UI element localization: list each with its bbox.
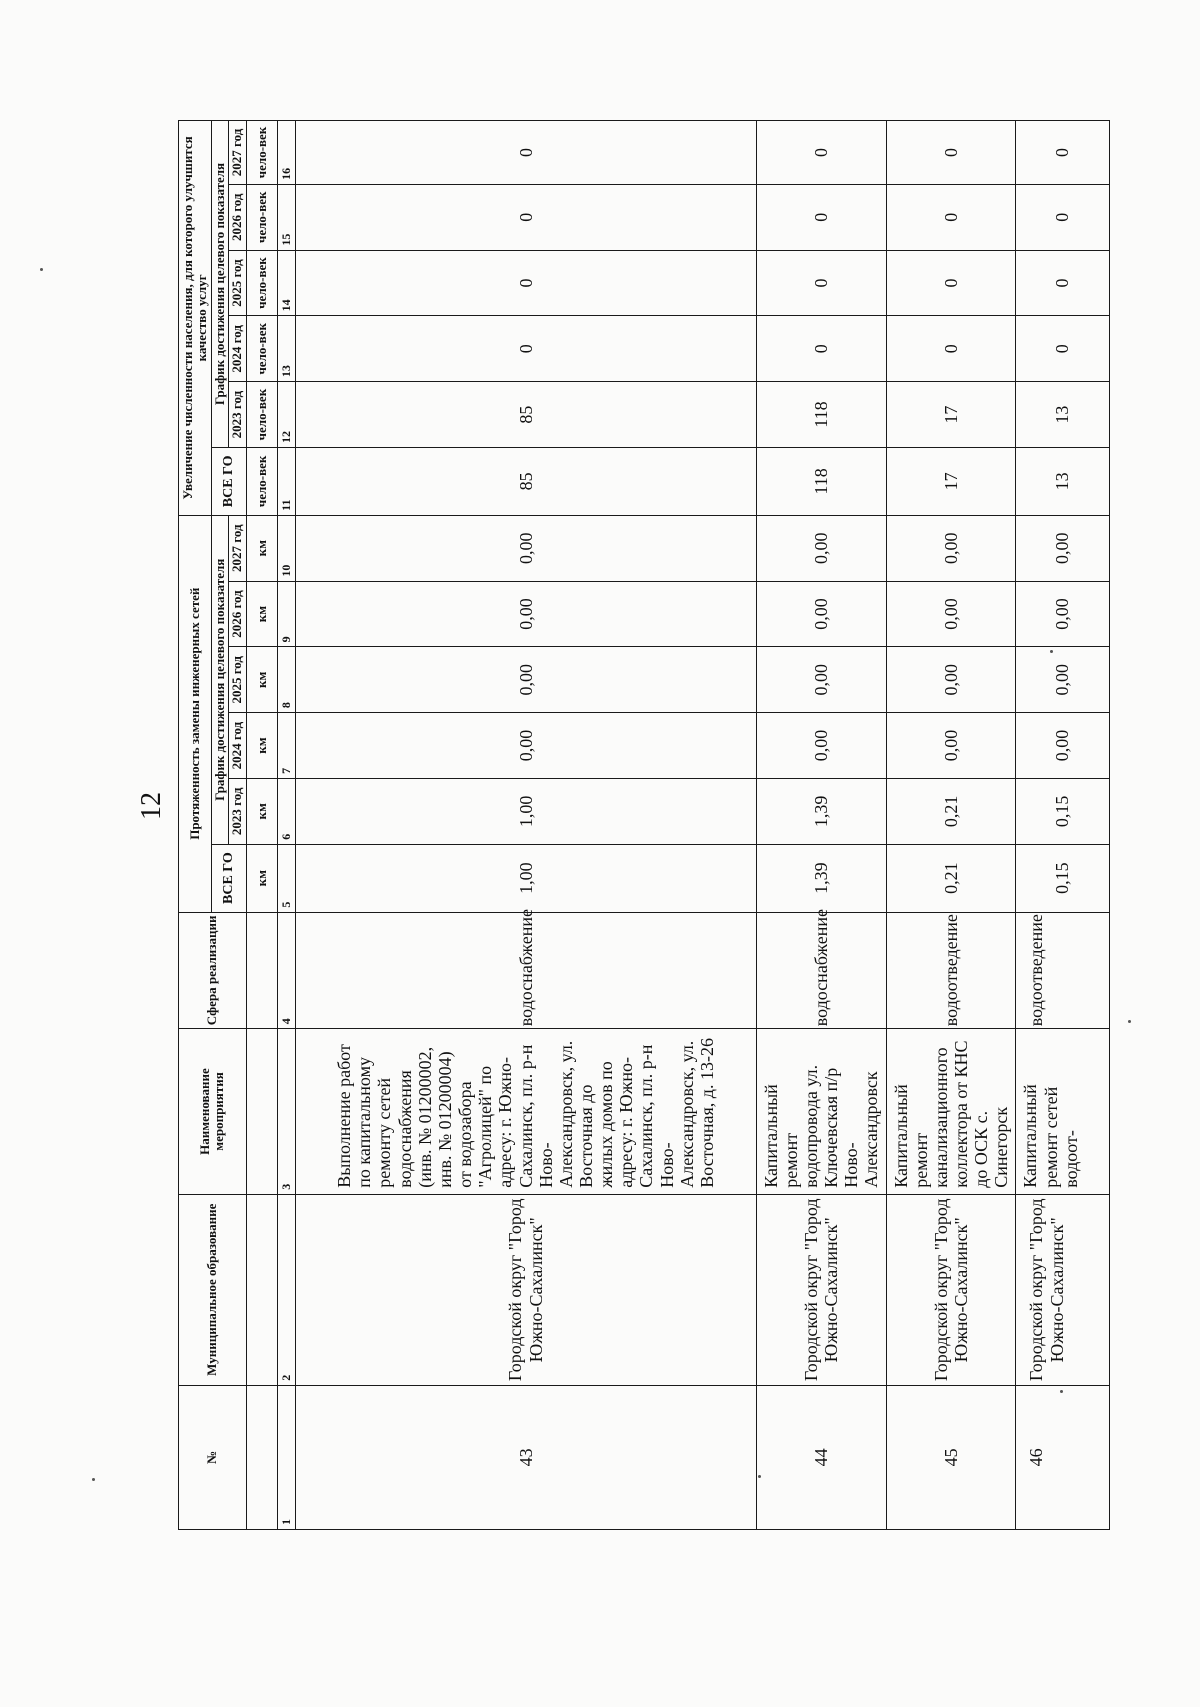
- km-value: 0,00: [886, 515, 1016, 581]
- people-value: 0: [1016, 316, 1110, 382]
- row-number: 44: [756, 1385, 886, 1529]
- measure-name-cell: Капитальный ремонт сетей водоот-: [1016, 1029, 1110, 1195]
- km-value: 1,39: [756, 778, 886, 844]
- km-value: 0,00: [1016, 515, 1110, 581]
- km-value: 1,00: [295, 778, 756, 844]
- year-header: 2023 год: [229, 382, 246, 448]
- km-value: 0,00: [886, 647, 1016, 713]
- people-value: 85: [295, 447, 756, 515]
- year-header: 2023 год: [229, 778, 246, 844]
- unit-blank-mo: [246, 1194, 277, 1385]
- column-number: 11: [277, 447, 295, 515]
- unit-blank-num: [246, 1385, 277, 1529]
- km-value: 1,00: [295, 844, 756, 912]
- unit-people: чело-век: [246, 121, 277, 185]
- year-header: 2027 год: [229, 515, 246, 581]
- sphere-cell: водоотведение: [1016, 912, 1110, 1029]
- unit-people: чело-век: [246, 316, 277, 382]
- unit-km: км: [246, 713, 277, 779]
- scan-speck: [1060, 1390, 1063, 1393]
- km-value: 0,00: [1016, 647, 1110, 713]
- km-value: 0,00: [1016, 713, 1110, 779]
- column-number: 3: [277, 1029, 295, 1195]
- header-km-all: ВСЕ ГО: [212, 844, 247, 912]
- table-body: [295, 121, 1110, 1530]
- unit-people: чело-век: [246, 447, 277, 515]
- km-value: 0,00: [756, 581, 886, 647]
- year-header: 2026 год: [229, 184, 246, 250]
- row-number: 43: [295, 1385, 756, 1529]
- km-value: 0,00: [886, 581, 1016, 647]
- header-people-all: ВСЕ ГО: [212, 447, 247, 515]
- sphere-cell: водоснабжение: [295, 912, 756, 1029]
- people-value: 118: [756, 382, 886, 448]
- km-value: 0,00: [295, 647, 756, 713]
- people-value: 0: [295, 316, 756, 382]
- people-value: 0: [756, 184, 886, 250]
- year-header: 2024 год: [229, 713, 246, 779]
- column-number: 12: [277, 382, 295, 448]
- people-value: 0: [295, 184, 756, 250]
- scan-speck: [1128, 1020, 1131, 1023]
- unit-km: км: [246, 647, 277, 713]
- year-header: 2024 год: [229, 316, 246, 382]
- km-value: 0,00: [295, 581, 756, 647]
- column-number: 14: [277, 250, 295, 316]
- unit-km: км: [246, 581, 277, 647]
- km-value: 0,15: [1016, 844, 1110, 912]
- column-number-row: [277, 121, 295, 1530]
- municipality-cell: Городской округ "Город Южно-Сахалинск": [886, 1194, 1016, 1385]
- people-value: 0: [295, 121, 756, 185]
- header-measure-name: Наименование мероприятия: [179, 1029, 247, 1195]
- people-value: 0: [1016, 184, 1110, 250]
- unit-people: чело-век: [246, 382, 277, 448]
- km-value: 0,21: [886, 844, 1016, 912]
- header-municipality: Муниципальное образование: [179, 1194, 247, 1385]
- column-number: 13: [277, 316, 295, 382]
- page-number: 12: [136, 792, 167, 820]
- year-header: 2025 год: [229, 250, 246, 316]
- people-value: 0: [756, 121, 886, 185]
- km-value: 0,00: [756, 713, 886, 779]
- sphere-cell: водоотведение: [886, 912, 1016, 1029]
- people-value: 13: [1016, 382, 1110, 448]
- column-number: 8: [277, 647, 295, 713]
- people-value: 0: [1016, 121, 1110, 185]
- unit-row: [246, 121, 277, 1530]
- measure-name-cell: Капитальный ремонт водопровода ул. Ключевская п/р Ново-Александровск: [756, 1029, 886, 1195]
- year-header: 2025 год: [229, 647, 246, 713]
- scan-speck: [758, 1475, 761, 1478]
- measure-name-cell: Капитальный ремонт канализационного коллектора от КНС до ОСК с. Синегорск: [886, 1029, 1016, 1195]
- header-num: №: [179, 1385, 247, 1529]
- column-number: 16: [277, 121, 295, 185]
- measure-name-cell: Выполнение работ по капитальному ремонту сетей водоснабжения (инв. № 01200002, инв. № 01200004) от водозабора "Агролицей" по адресу: г. Южно-Сахалинск, пл. р-н Ново-Александровск, ул. Восточная до жилых домов по адресу: г. Южно-Сахалинск, пл. р-н Ново-Александровск, ул. Восточная, д. 13-26: [295, 1029, 756, 1195]
- column-number: 7: [277, 713, 295, 779]
- table-row: [756, 121, 886, 1530]
- km-value: 0,00: [886, 713, 1016, 779]
- people-value: 118: [756, 447, 886, 515]
- people-value: 85: [295, 382, 756, 448]
- row-number: 46: [1016, 1385, 1110, 1529]
- km-value: 0,00: [756, 515, 886, 581]
- people-value: 0: [756, 316, 886, 382]
- people-value: 17: [886, 382, 1016, 448]
- municipality-cell: Городской округ "Город Южно-Сахалинск": [1016, 1194, 1110, 1385]
- column-number: 1: [277, 1385, 295, 1529]
- year-header: 2026 год: [229, 581, 246, 647]
- table-row: [886, 121, 1016, 1530]
- header-network-length: Протяженность замены инженерных сетей: [179, 515, 212, 912]
- km-value: 0,00: [295, 515, 756, 581]
- unit-km: км: [246, 778, 277, 844]
- people-value: 0: [756, 250, 886, 316]
- scan-speck: [40, 268, 43, 271]
- unit-people: чело-век: [246, 250, 277, 316]
- header-population-increase: Увеличение численности населения, для которого улучшится качество услуг: [179, 121, 212, 516]
- unit-km: км: [246, 515, 277, 581]
- header-sphere: Сфера реализации: [179, 912, 247, 1029]
- header-people-schedule: График достижения целевого показателя: [212, 121, 229, 448]
- targets-table: [178, 120, 1110, 1530]
- column-number: 6: [277, 778, 295, 844]
- column-number: 2: [277, 1194, 295, 1385]
- column-number: 9: [277, 581, 295, 647]
- column-number: 4: [277, 912, 295, 1029]
- people-value: 13: [1016, 447, 1110, 515]
- rotated-table-container: [178, 120, 1198, 1530]
- column-number: 10: [277, 515, 295, 581]
- scan-speck: [1050, 650, 1053, 653]
- unit-blank-sphere: [246, 912, 277, 1029]
- people-value: 0: [886, 250, 1016, 316]
- people-value: 0: [886, 316, 1016, 382]
- scan-speck: [92, 1478, 95, 1481]
- people-value: 17: [886, 447, 1016, 515]
- table-row: [1016, 121, 1110, 1530]
- people-value: 0: [886, 184, 1016, 250]
- people-value: 0: [295, 250, 756, 316]
- year-header: 2027 год: [229, 121, 246, 185]
- unit-blank-name: [246, 1029, 277, 1195]
- km-value: 0,00: [295, 713, 756, 779]
- column-number: 15: [277, 184, 295, 250]
- row-number: 45: [886, 1385, 1016, 1529]
- header-km-schedule: График достижения целевого показателя: [212, 515, 229, 844]
- km-value: 0,00: [756, 647, 886, 713]
- km-value: 0,21: [886, 778, 1016, 844]
- unit-km: км: [246, 844, 277, 912]
- column-number: 5: [277, 844, 295, 912]
- km-value: 1,39: [756, 844, 886, 912]
- sphere-cell: водоснабжение: [756, 912, 886, 1029]
- table-row: [295, 121, 756, 1530]
- km-value: 0,00: [1016, 581, 1110, 647]
- people-value: 0: [886, 121, 1016, 185]
- unit-people: чело-век: [246, 184, 277, 250]
- people-value: 0: [1016, 250, 1110, 316]
- km-value: 0,15: [1016, 778, 1110, 844]
- municipality-cell: Городской округ "Город Южно-Сахалинск": [756, 1194, 886, 1385]
- municipality-cell: Городской округ "Город Южно-Сахалинск": [295, 1194, 756, 1385]
